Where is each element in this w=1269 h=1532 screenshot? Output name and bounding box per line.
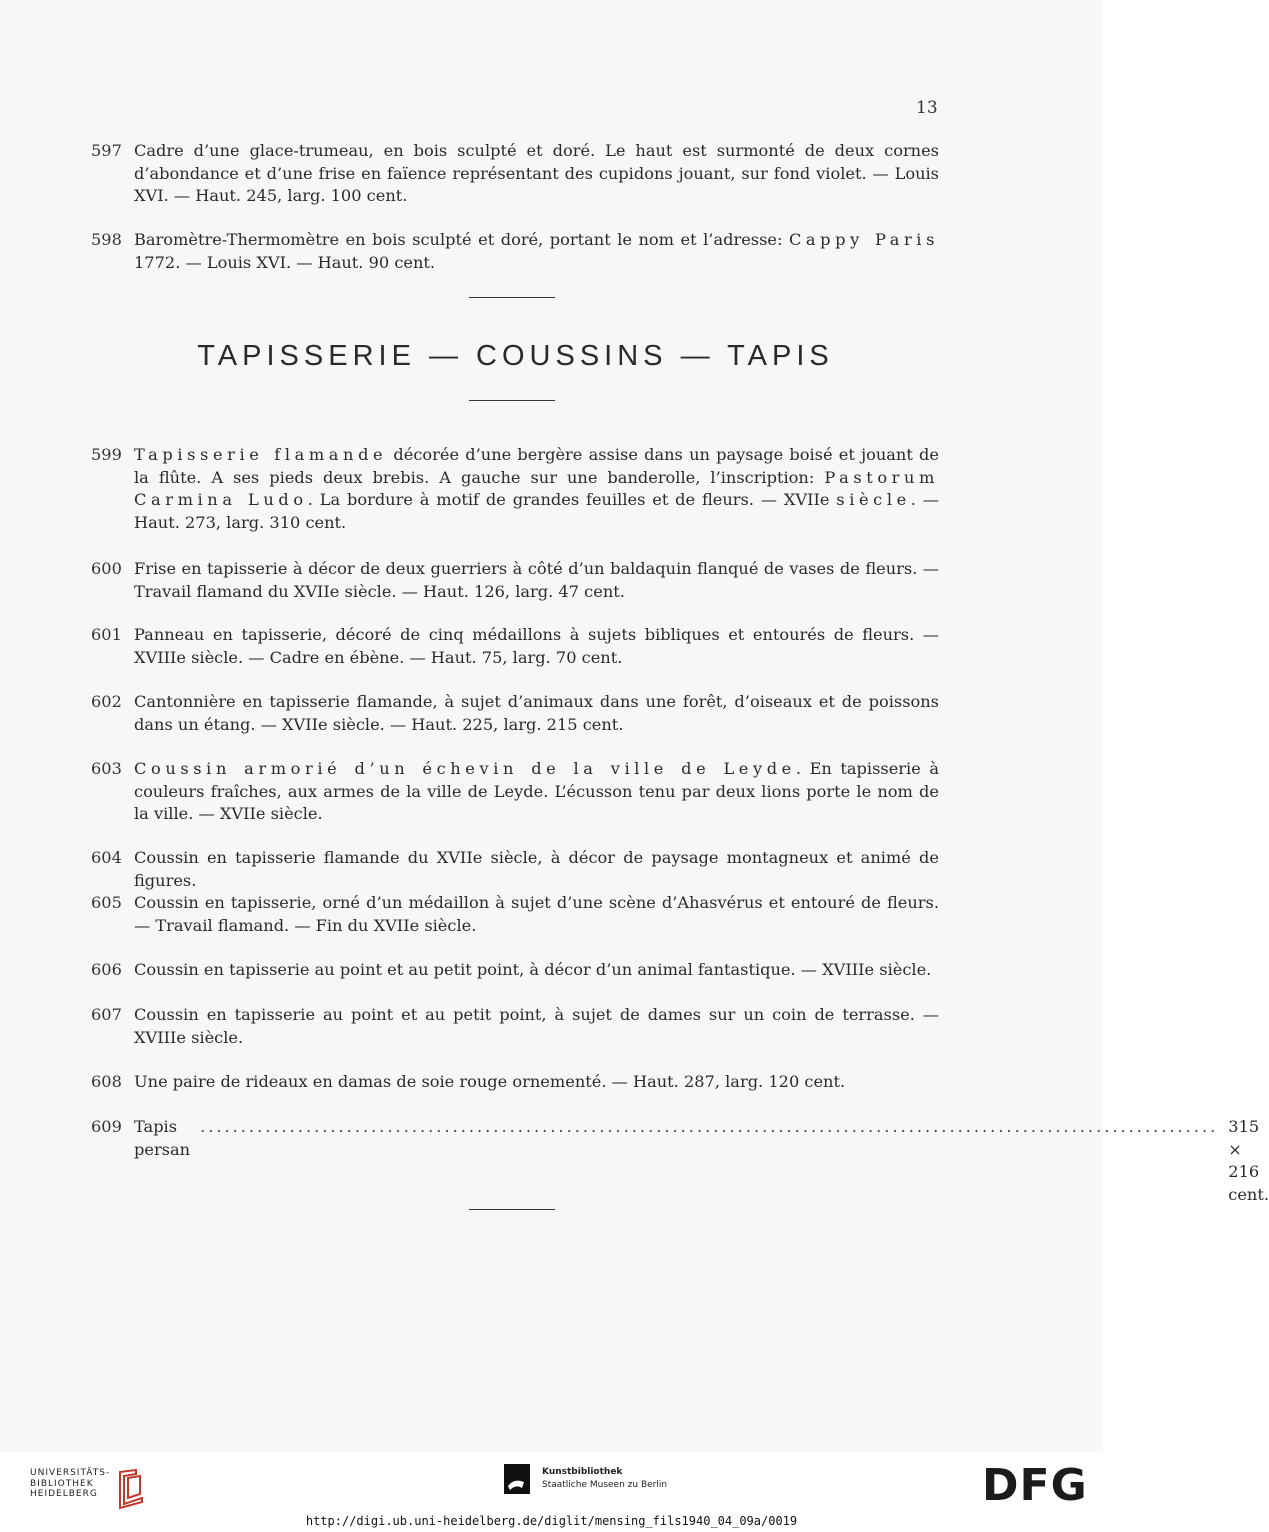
entry-number: 607 — [91, 1005, 122, 1024]
kunstbibliothek-icon — [504, 1464, 530, 1494]
divider-rule — [469, 1209, 555, 1210]
divider-rule — [469, 400, 555, 401]
section-title: TAPISSERIE — COUSSINS — TAPIS — [197, 340, 834, 372]
entry-number: 606 — [91, 960, 122, 979]
catalog-entry — [91, 1004, 939, 1049]
entry-label: Tapis persan — [134, 1117, 191, 1159]
entry-text — [134, 758, 939, 826]
divider-rule — [469, 297, 555, 298]
ub-line: UNIVERSITÄTS- — [30, 1468, 111, 1478]
entry-text: Cantonnière en tapisserie flamande, à sujet d’animaux dans une forêt, d’oiseaux et de poissons dans un étang. — XVIIe siècle. — Haut. 225, larg. 215 cent. — [134, 692, 939, 734]
footer-bar — [0, 1452, 1103, 1532]
entry-text: Coussin en tapisserie, orné d’un médaillon à sujet d’une scène d’Ahasvérus et entouré de fleurs. — Travail flamand. — Fin du XVIIe siècle. — [134, 893, 939, 935]
entry-text: Panneau en tapisserie, décoré de cinq médaillons à sujets bibliques et entourés de fleurs. — XVIIIe siècle. — Cadre en ébène. — Haut. 75, larg. 70 cent. — [134, 625, 939, 667]
dot-leader: ............................................................................................................................. — [200, 1117, 1219, 1136]
entry-number: 609 — [91, 1117, 122, 1136]
entry-text — [134, 444, 939, 534]
catalog-entry — [91, 624, 939, 669]
catalog-entry — [91, 1071, 939, 1094]
entry-number: 600 — [91, 559, 122, 578]
spaced-inscription: Cappy Paris — [788, 230, 939, 249]
catalog-entry — [91, 691, 939, 736]
ub-line: BIBLIOTHEK — [30, 1478, 94, 1489]
kunstbibliothek-logo[interactable] — [504, 1464, 667, 1494]
catalog-entry — [91, 959, 939, 982]
catalog-entry — [91, 1116, 1269, 1206]
entry-dimensions: 315 × 216 cent. — [1228, 1117, 1269, 1204]
source-url[interactable]: http://digi.ub.uni-heidelberg.de/diglit/mensing_fils1940_04_09a/0019 — [305, 1514, 798, 1528]
entry-number: 604 — [91, 848, 122, 867]
catalog-entry — [91, 892, 939, 937]
entry-number: 599 — [91, 445, 122, 464]
entry-text — [134, 1116, 1269, 1206]
kunstbibliothek-text — [542, 1466, 667, 1492]
entry-text-part: . — Haut. 273, larg. 310 cent. — [134, 490, 939, 532]
catalog-entry — [91, 140, 939, 208]
ub-line: HEIDELBERG — [30, 1489, 98, 1499]
entry-text-part: décorée d’une bergère assise dans un paysage boisé et jouant de la flûte. A ses pieds deux brebis. A gauche sur une banderolle, l’inscription: — [134, 445, 939, 487]
kb-line: Kunstbibliothek — [542, 1467, 623, 1477]
ub-logo-text — [30, 1468, 110, 1500]
entry-text — [134, 229, 939, 274]
kb-line: Staatliche Museen zu Berlin — [542, 1480, 668, 1490]
entry-number: 602 — [91, 692, 122, 711]
spaced-inscription: Pastorum Carmina Ludo — [134, 467, 939, 509]
ub-logo-icon — [116, 1468, 146, 1510]
entry-number: 603 — [91, 759, 122, 778]
spaced-title: Coussin armorié d’un échevin de la ville de Leyde — [134, 759, 796, 778]
entry-text: Coussin en tapisserie au point et au petit point, à sujet de dames sur un coin de terrasse. — XVIIIe siècle. — [134, 1005, 939, 1047]
spaced-word: siècle — [836, 490, 911, 509]
ub-heidelberg-logo[interactable] — [30, 1468, 146, 1510]
entry-number: 608 — [91, 1072, 122, 1091]
entry-text-part: . La bordure à motif de grandes feuilles et de fleurs. — XVIIe — [307, 490, 837, 509]
entry-text-part: 1772. — Louis XVI. — Haut. 90 cent. — [134, 252, 436, 272]
entry-number: 601 — [91, 625, 122, 644]
entry-text: Frise en tapisserie à décor de deux guerriers à côté d’un baldaquin flanqué de vases de fleurs. — Travail flamand du XVIIe siècle. — Haut. 126, larg. 47 cent. — [134, 559, 939, 601]
entry-text: Coussin en tapisserie au point et au petit point, à décor d’un animal fantastique. — XVIIIe siècle. — [134, 960, 932, 979]
catalog-entry — [91, 444, 939, 534]
spaced-title: Tapisserie flamande — [134, 445, 388, 464]
entry-text-part: . En tapisserie à couleurs fraîches, aux armes de la ville de Leyde. L’écusson tenu par deux lions porte le nom de la ville. — XVIIe siècle. — [134, 759, 939, 823]
entry-text: Coussin en tapisserie flamande du XVIIe siècle, à décor de paysage montagneux et animé de figures. — [134, 848, 939, 890]
entry-text: Une paire de rideaux en damas de soie rouge ornementé. — Haut. 287, larg. 120 cent. — [134, 1072, 846, 1091]
entry-number: 598 — [91, 230, 122, 249]
catalog-entry — [91, 229, 939, 274]
catalog-entry — [91, 558, 939, 603]
entry-number: 605 — [91, 893, 122, 912]
entry-text-part: Baromètre-Thermomètre en bois sculpté et doré, portant le nom et l’adresse: — [134, 230, 789, 249]
page-number: 13 — [916, 98, 938, 118]
catalog-entry — [91, 847, 939, 892]
entry-number: 597 — [91, 141, 122, 160]
catalog-entry — [91, 758, 939, 826]
dfg-logo[interactable]: DFG — [982, 1460, 1088, 1511]
entry-text: Cadre d’une glace-trumeau, en bois sculpté et doré. Le haut est surmonté de deux cornes d’abondance et d’une frise en faïence représentant des cupidons jouant, sur fond violet. — Louis XVI. — Haut. 245, larg. 100 cent. — [134, 141, 939, 205]
